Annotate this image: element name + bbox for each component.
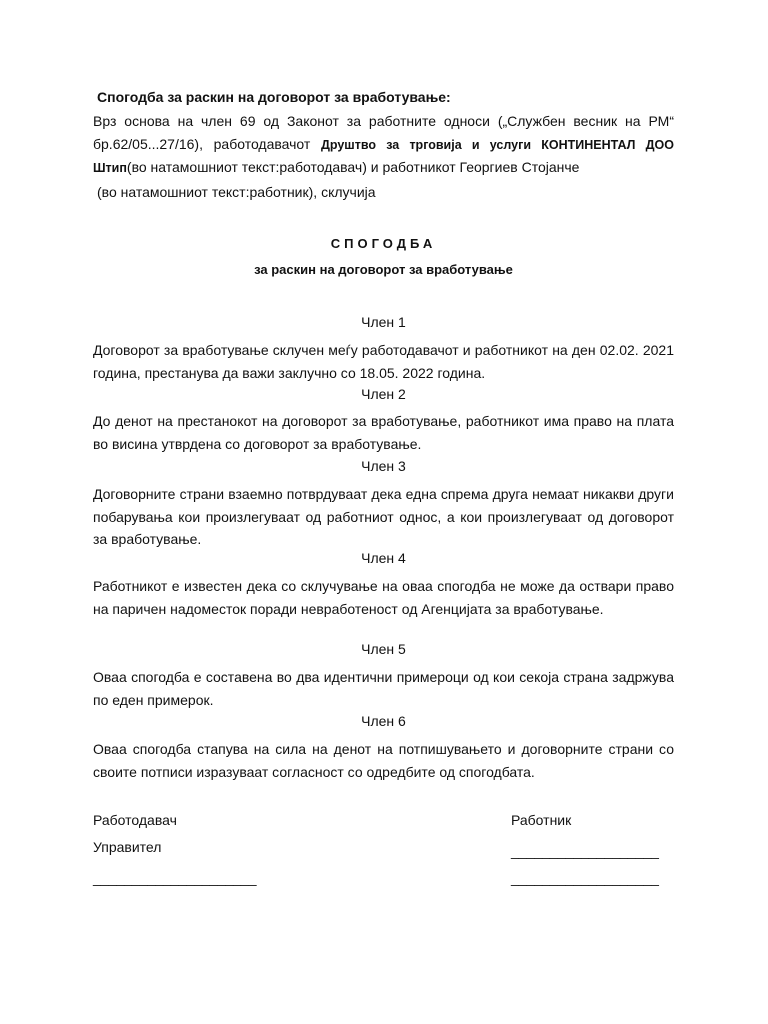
employee-label: Работник <box>511 812 572 828</box>
agreement-title: СПОГОДБА <box>330 236 437 251</box>
article-4-text: Работникот е известен дека со склучување на оваа спогодба не може да оствари право на паричен надоместок поради невработеност од Агенцијата за вработување. <box>93 578 674 617</box>
article-1-text: Договорот за вработување склучен меѓу работодавачот и работникот на ден 02.02. 2021 година, престанува да важи заклучно со 18.05. 2022 година. <box>93 342 674 381</box>
article-2-text: До денот на престанокот на договорот за вработување, работникот има право на плата во висина утврдена со договорот за вработување. <box>93 413 674 452</box>
document-heading: Спогодба за раскин на договорот за вработување: <box>97 89 451 105</box>
company-name: Друштво за трговија и услуги КОНТИНЕНТАЛ ДОО Штип <box>93 137 674 175</box>
intro-text-1: Врз основа на член 69 од Законот за работните односи („Службен весник на РМ“ бр.62/05...27/16), работодавачот <box>93 113 674 152</box>
article-4-label: Член 4 <box>361 550 406 566</box>
employee-signature-line-2: ___________________ <box>511 870 659 886</box>
employer-signature-line: _____________________ <box>93 870 257 886</box>
article-1-label: Член 1 <box>361 314 406 330</box>
article-3-text: Договорните страни взаемно потврдуваат дека една спрема друга немаат никакви други побарувања кои произлегуваат од работниот однос, а кои произлегуваат од договорот за вработување. <box>93 486 674 547</box>
manager-label: Управител <box>93 839 162 855</box>
intro-paragraph <box>93 110 674 180</box>
article-2-label: Член 2 <box>361 386 406 402</box>
article-6-text: Оваа спогодба стапува на сила на денот на потпишувањето и договорните страни со своите потписи изразуваат согласност со одредбите од спогодбата. <box>93 741 674 780</box>
article-6-label: Член 6 <box>361 713 406 729</box>
article-5-text: Оваа спогодба е составена во два идентични примероци од кои секоја страна задржува по еден примерок. <box>93 669 674 708</box>
intro-text-2: (во натамошниот текст:работодавач) и работникот Георгиев Стојанче <box>126 159 580 175</box>
agreement-subtitle: за раскин на договорот за вработување <box>254 262 513 277</box>
article-5-label: Член 5 <box>361 641 406 657</box>
employee-signature-line-1: ___________________ <box>511 843 659 859</box>
intro-line-2: (во натамошниот текст:работник), склучија <box>97 184 376 200</box>
article-3-label: Член 3 <box>361 458 406 474</box>
employer-label: Работодавач <box>93 812 177 828</box>
